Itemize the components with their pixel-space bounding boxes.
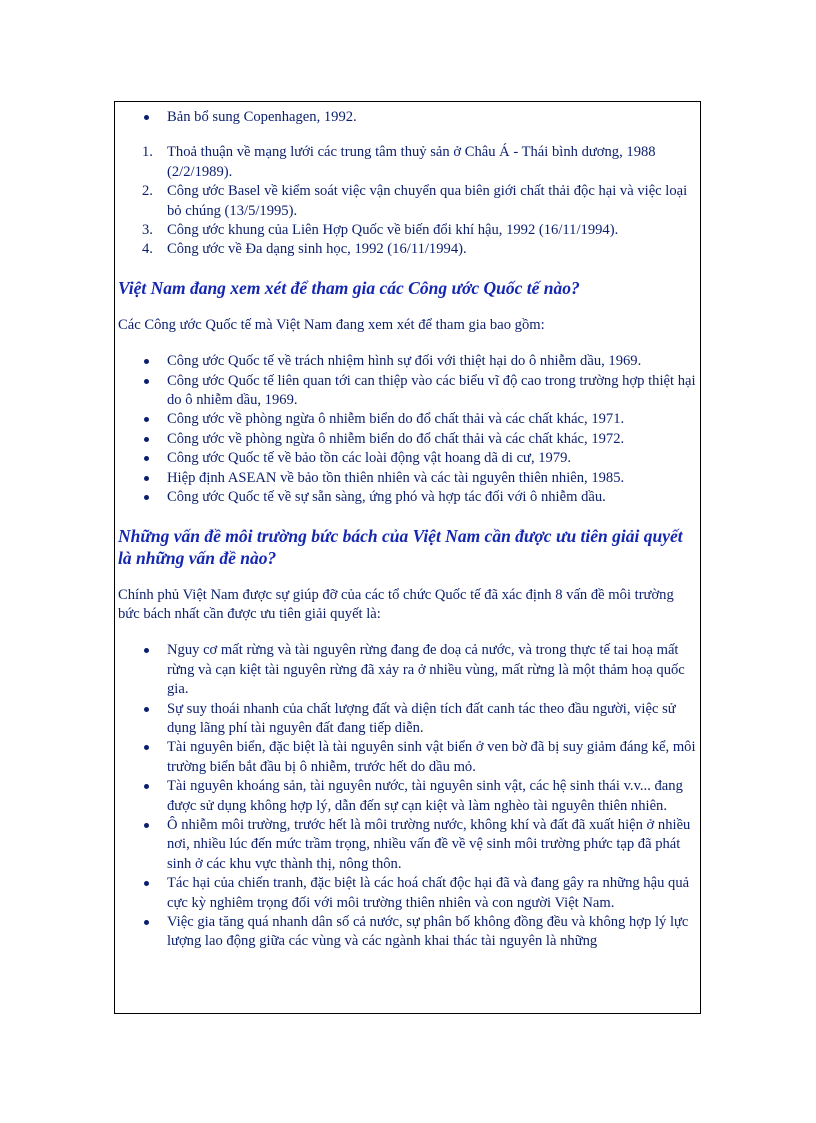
list-item xyxy=(118,816,696,874)
list-item xyxy=(118,641,696,699)
list-item xyxy=(118,410,696,429)
list-number: 4. xyxy=(142,241,153,258)
list-number: 3. xyxy=(142,222,153,239)
list-item-text: Ô nhiễm môi trường, trước hết là môi trường nước, không khí và đất đã xuất hiện ở nhiều nơi, nhiều lúc đến mức trầm trọng, nhiều vấn đề về vệ sinh môi trường phức tạp đã phát sinh ở các khu vực thành thị, nông thôn. xyxy=(167,816,691,872)
numbered-convention-list xyxy=(118,143,696,259)
list-item-text: Tài nguyên khoáng sản, tài nguyên nước, tài nguyên sinh vật, các hệ sinh thái v.v... đang được sử dụng không hợp lý, dẫn đến sự cạn kiệt và làm nghèo tài nguyên thiên nhiên. xyxy=(167,778,683,814)
list-item-text: Công ước Basel về kiểm soát việc vận chuyển qua biên giới chất thải độc hại và việc loại bỏ chúng (13/5/1995). xyxy=(167,183,688,219)
list-item xyxy=(118,372,696,411)
list-item-text: Công ước về Đa dạng sinh học, 1992 (16/11/1994). xyxy=(167,241,467,258)
list-item-text: Công ước Quốc tế về sự sẵn sàng, ứng phó và hợp tác đối với ô nhiễm dầu. xyxy=(167,489,606,506)
list-item-text: Nguy cơ mất rừng và tài nguyên rừng đang đe doạ cả nước, và trong thực tế tai hoạ mất rừng và cạn kiệt tài nguyên rừng đã xảy ra ở nhiều vùng, mất rừng là một thảm hoạ quốc gia. xyxy=(167,642,685,698)
list-item-text: Công ước về phòng ngừa ô nhiễm biển do đổ chất thải và các chất khác, 1971. xyxy=(167,411,625,428)
list-item xyxy=(118,108,696,127)
list-number: 1. xyxy=(142,144,153,161)
list-item xyxy=(118,182,696,221)
page-frame xyxy=(114,101,701,1014)
list-item xyxy=(118,430,696,449)
list-item xyxy=(118,874,696,913)
list-item xyxy=(118,469,696,488)
list-item xyxy=(118,240,696,259)
list-item-text: Công ước Quốc tế về bảo tồn các loài động vật hoang dã di cư, 1979. xyxy=(167,450,572,467)
list-number: 2. xyxy=(142,183,153,200)
list-item xyxy=(118,143,696,182)
list-item-text: Công ước Quốc tế về trách nhiệm hình sự đối với thiệt hại do ô nhiễm dầu, 1969. xyxy=(167,353,642,370)
list-item-text: Sự suy thoái nhanh của chất lượng đất và diện tích đất canh tác theo đầu người, việc sử dụng lãng phí tài nguyên đất đang tiếp diễn. xyxy=(167,700,676,736)
list-item-text: Công ước về phòng ngừa ô nhiễm biển do đổ chất thải và các chất khác, 1972. xyxy=(167,430,625,447)
list-item-text: Bản bổ sung Copenhagen, 1992. xyxy=(167,109,357,125)
list-item xyxy=(118,913,696,952)
list-item-text: Việc gia tăng quá nhanh dân số cả nước, sự phân bố không đồng đều và không hợp lý lực lượng lao động giữa các vùng và các ngành khai thác tài nguyên là những xyxy=(167,914,689,950)
section-heading: Những vấn đề môi trường bức bách của Việt Nam cần được ưu tiên giải quyết là những vấn đề nào? xyxy=(118,525,683,568)
intro-bullet-list xyxy=(118,108,696,127)
list-item-text: Thoả thuận về mạng lưới các trung tâm thuỷ sản ở Châu Á - Thái bình dương, 1988 (2/2/1989). xyxy=(167,144,656,180)
section-intro-paragraph: Chính phủ Việt Nam được sự giúp đỡ của các tổ chức Quốc tế đã xác định 8 vấn đề môi trường bức bách nhất cần được ưu tiên giải quyết là: xyxy=(118,586,674,622)
list-item-text: Công ước Quốc tế liên quan tới can thiệp vào các biểu vĩ độ cao trong trường hợp thiệt hại do ô nhiễm dầu, 1969. xyxy=(167,372,696,409)
priority-issues-list xyxy=(118,641,696,952)
list-item xyxy=(118,700,696,739)
section-heading: Việt Nam đang xem xét để tham gia các Công ước Quốc tế nào? xyxy=(118,277,580,298)
list-item xyxy=(118,221,696,240)
list-item-text: Công ước khung của Liên Hợp Quốc về biến đổi khí hậu, 1992 (16/11/1994). xyxy=(167,222,619,239)
considered-conventions-list xyxy=(118,352,696,507)
list-item-text: Hiệp định ASEAN về bảo tồn thiên nhiên và các tài nguyên thiên nhiên, 1985. xyxy=(167,469,625,486)
list-item-text: Tài nguyên biển, đặc biệt là tài nguyên sinh vật biển ở ven bờ đã bị suy giảm đáng kể, môi trường biển bắt đầu bị ô nhiễm, trước hết do dầu mỏ. xyxy=(167,739,696,775)
document-body xyxy=(115,102,700,952)
list-item xyxy=(118,352,696,371)
list-item xyxy=(118,449,696,468)
list-item-text: Tác hại của chiến tranh, đặc biệt là các hoá chất độc hại đã và đang gây ra những hậu quả cực kỳ nghiêm trọng đối với môi trường thiên nhiên và con người Việt Nam. xyxy=(167,875,690,911)
list-item xyxy=(118,777,696,816)
list-item xyxy=(118,488,696,507)
section-intro-paragraph: Các Công ước Quốc tế mà Việt Nam đang xem xét để tham gia bao gồm: xyxy=(118,316,545,333)
list-item xyxy=(118,738,696,777)
